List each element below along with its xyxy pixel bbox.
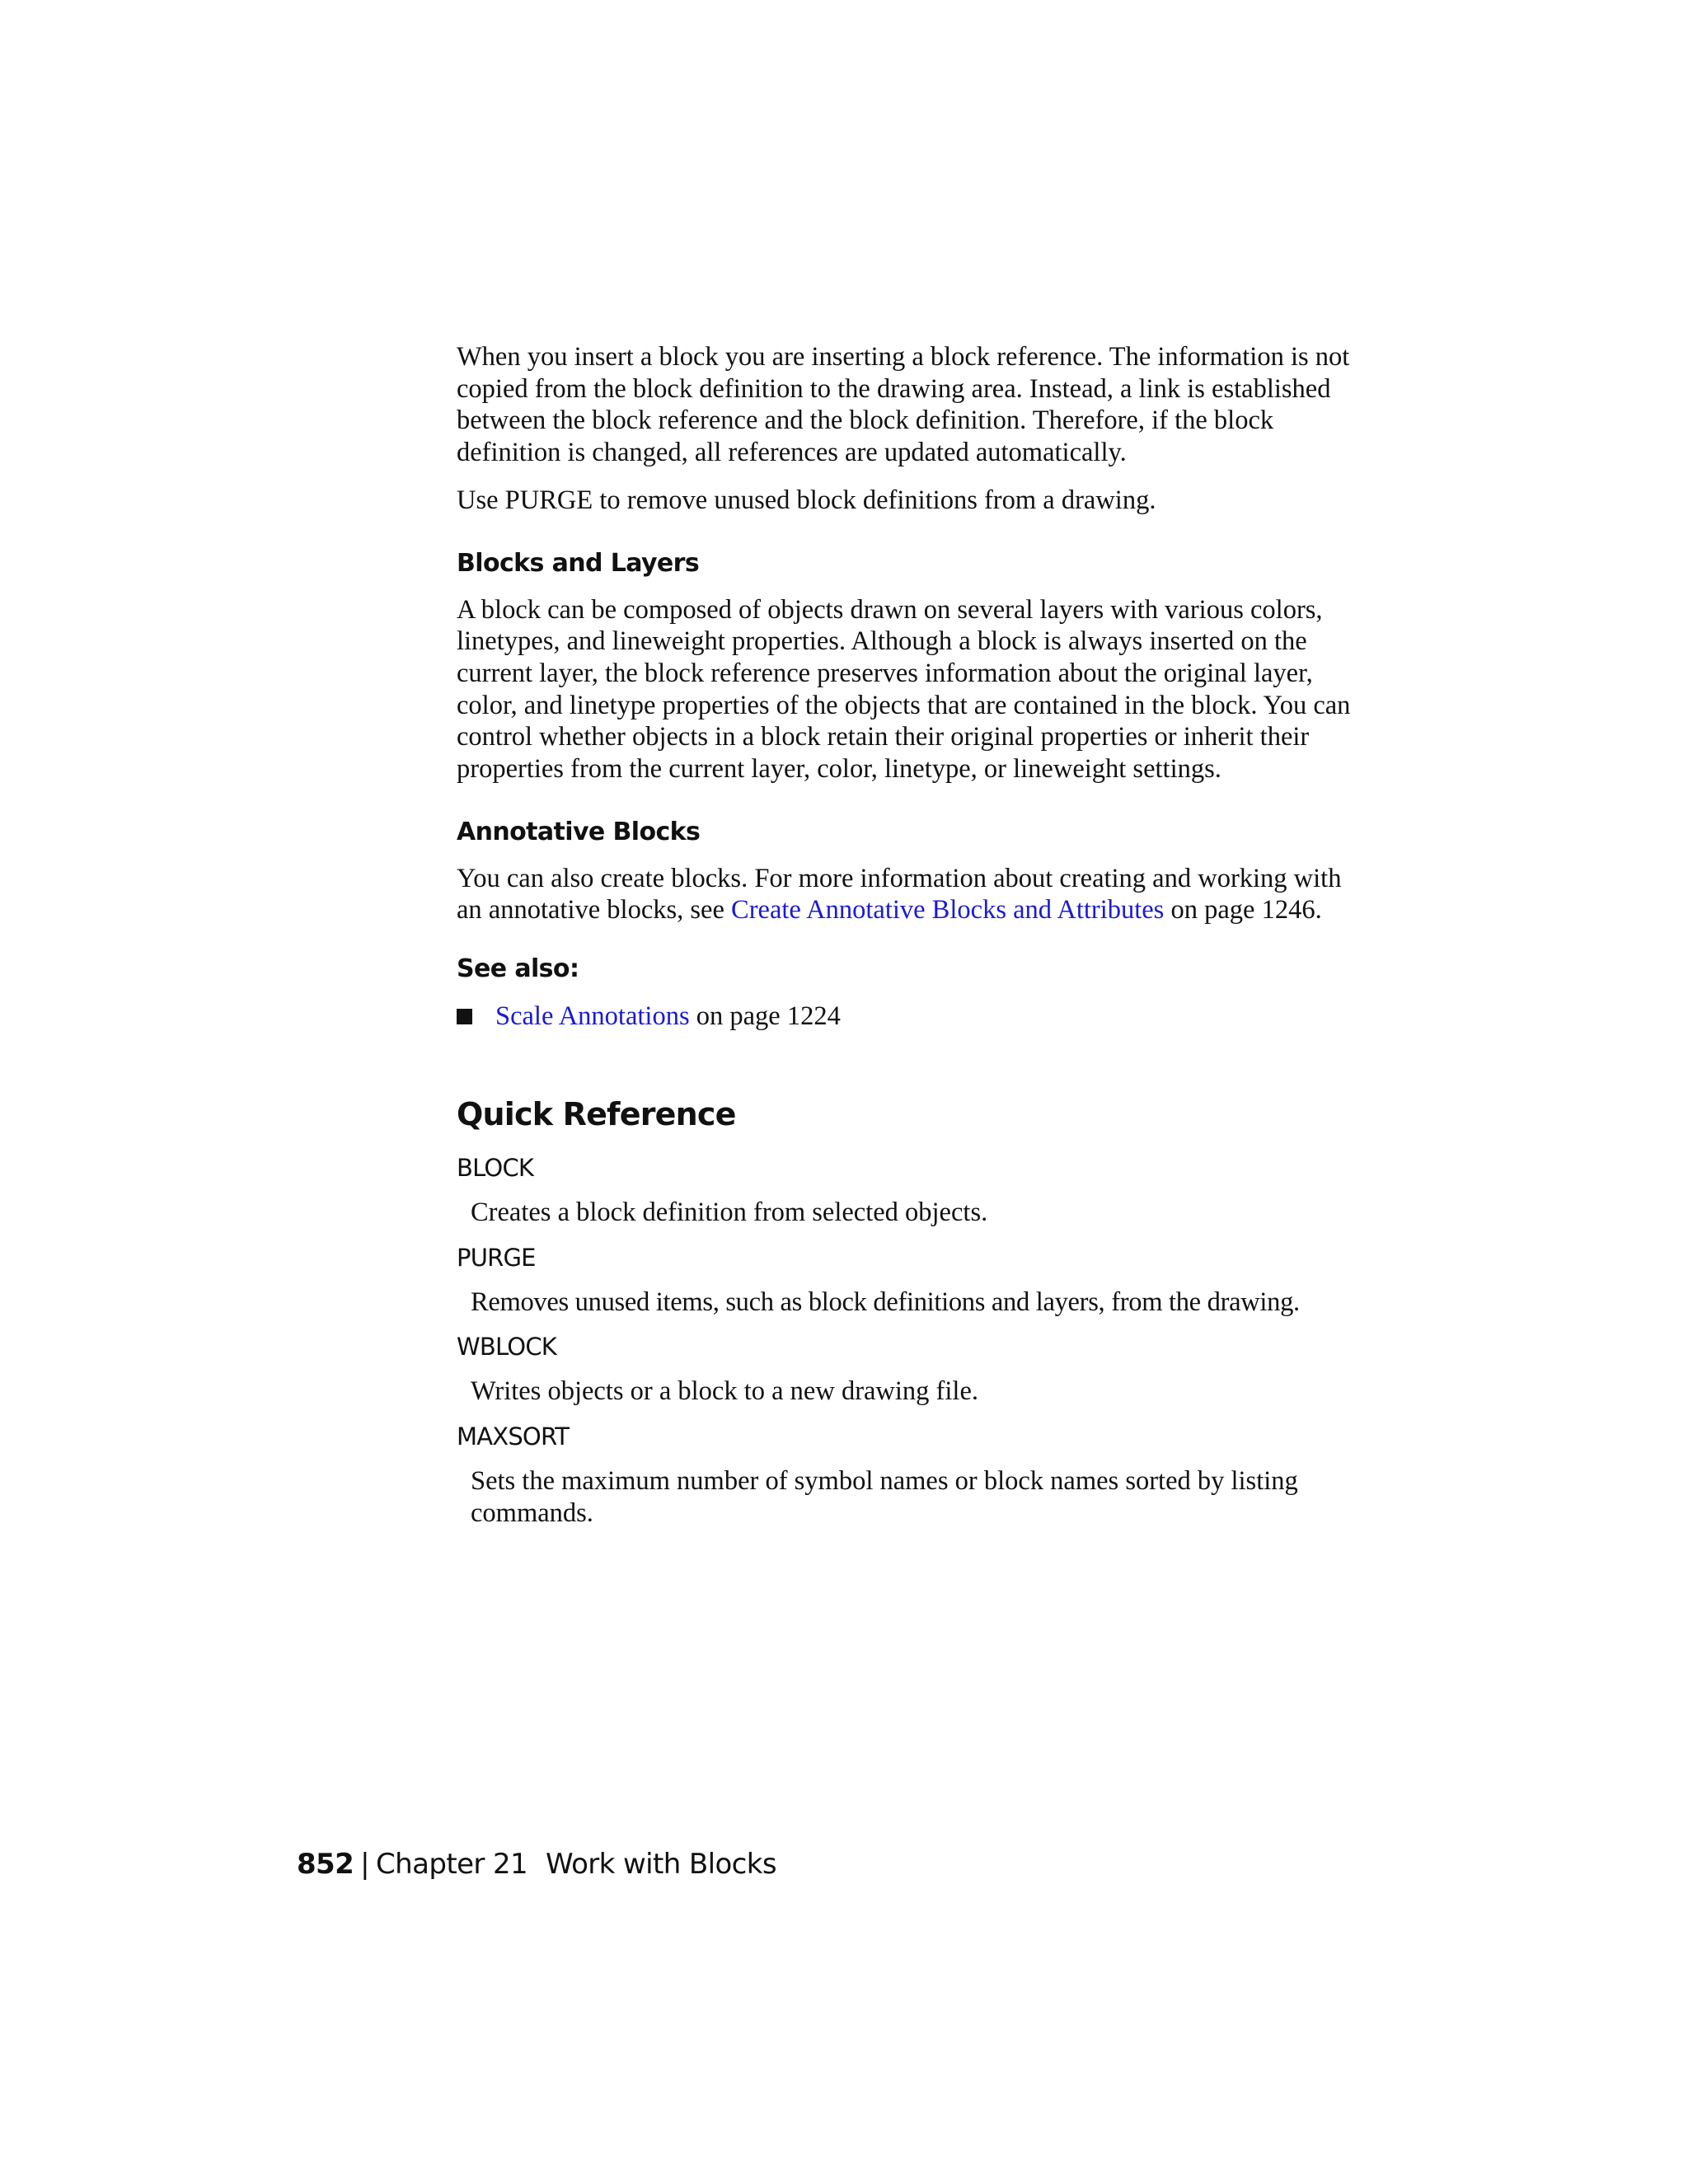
quick-reference-heading: Quick Reference (457, 1095, 736, 1132)
square-bullet-icon (457, 1009, 472, 1024)
command-description-block: Creates a block definition from selected objects. (471, 1197, 988, 1227)
create-annotative-blocks-link[interactable]: Create Annotative Blocks and Attributes (731, 895, 1165, 926)
page-number: 852 (297, 1848, 354, 1881)
command-name-block[interactable]: BLOCK (457, 1153, 534, 1182)
see-also-list-item (457, 1001, 1355, 1033)
command-name-wblock[interactable]: WBLOCK (457, 1333, 556, 1361)
blocks-and-layers-paragraph: A block can be composed of objects drawn on several layers with various colors, linetypes, and lineweight properties. Although a block is always inserted on the current layer, the block reference preserves information about the original layer, color, and linetype properties of the objects that are contained in the block. You can control whether objects in a block retain their original properties or inherit their properties from the current layer, color, linetype, or lineweight settings. (457, 594, 1351, 785)
page-footer (297, 1848, 776, 1881)
blocks-and-layers-heading: Blocks and Layers (457, 548, 700, 578)
command-description-maxsort: Sets the maximum number of symbol names or block names sorted by listing commands. (471, 1465, 1298, 1528)
footer-chapter-title: Work with Blocks (546, 1848, 776, 1881)
command-name-maxsort[interactable]: MAXSORT (457, 1422, 570, 1451)
annotative-blocks-heading: Annotative Blocks (457, 817, 701, 846)
footer-chapter: Chapter 21 (376, 1848, 528, 1881)
annotative-blocks-text-before: You can also create blocks. For more information about creating and working with an annotative blocks, see (457, 863, 1342, 926)
command-description-wblock: Writes objects or a block to a new drawing file. (471, 1376, 978, 1407)
page-content (457, 341, 1355, 1543)
scale-annotations-link[interactable]: Scale Annotations (495, 1001, 690, 1032)
annotative-blocks-text-after: on page 1246. (1164, 895, 1322, 926)
command-name-purge[interactable]: PURGE (457, 1243, 536, 1272)
footer-separator: | (360, 1848, 370, 1881)
see-also-heading: See also: (457, 954, 579, 984)
scale-annotations-page-ref: on page 1224 (689, 1001, 841, 1032)
intro-paragraph-1: When you insert a block you are inserting a block reference. The information is not copied from the block definition to the drawing area. Instead, a link is established between the block reference and the block definition. Therefore, if the block definition is changed, all references are updated automatically. (457, 342, 1350, 468)
see-also-item-text (495, 1001, 841, 1033)
annotative-blocks-paragraph (457, 863, 1355, 926)
command-description-purge: Removes unused items, such as block definitions and layers, from the drawing. (471, 1286, 1300, 1317)
intro-paragraph-2: Use PURGE to remove unused block definitions from a drawing. (457, 485, 1156, 515)
